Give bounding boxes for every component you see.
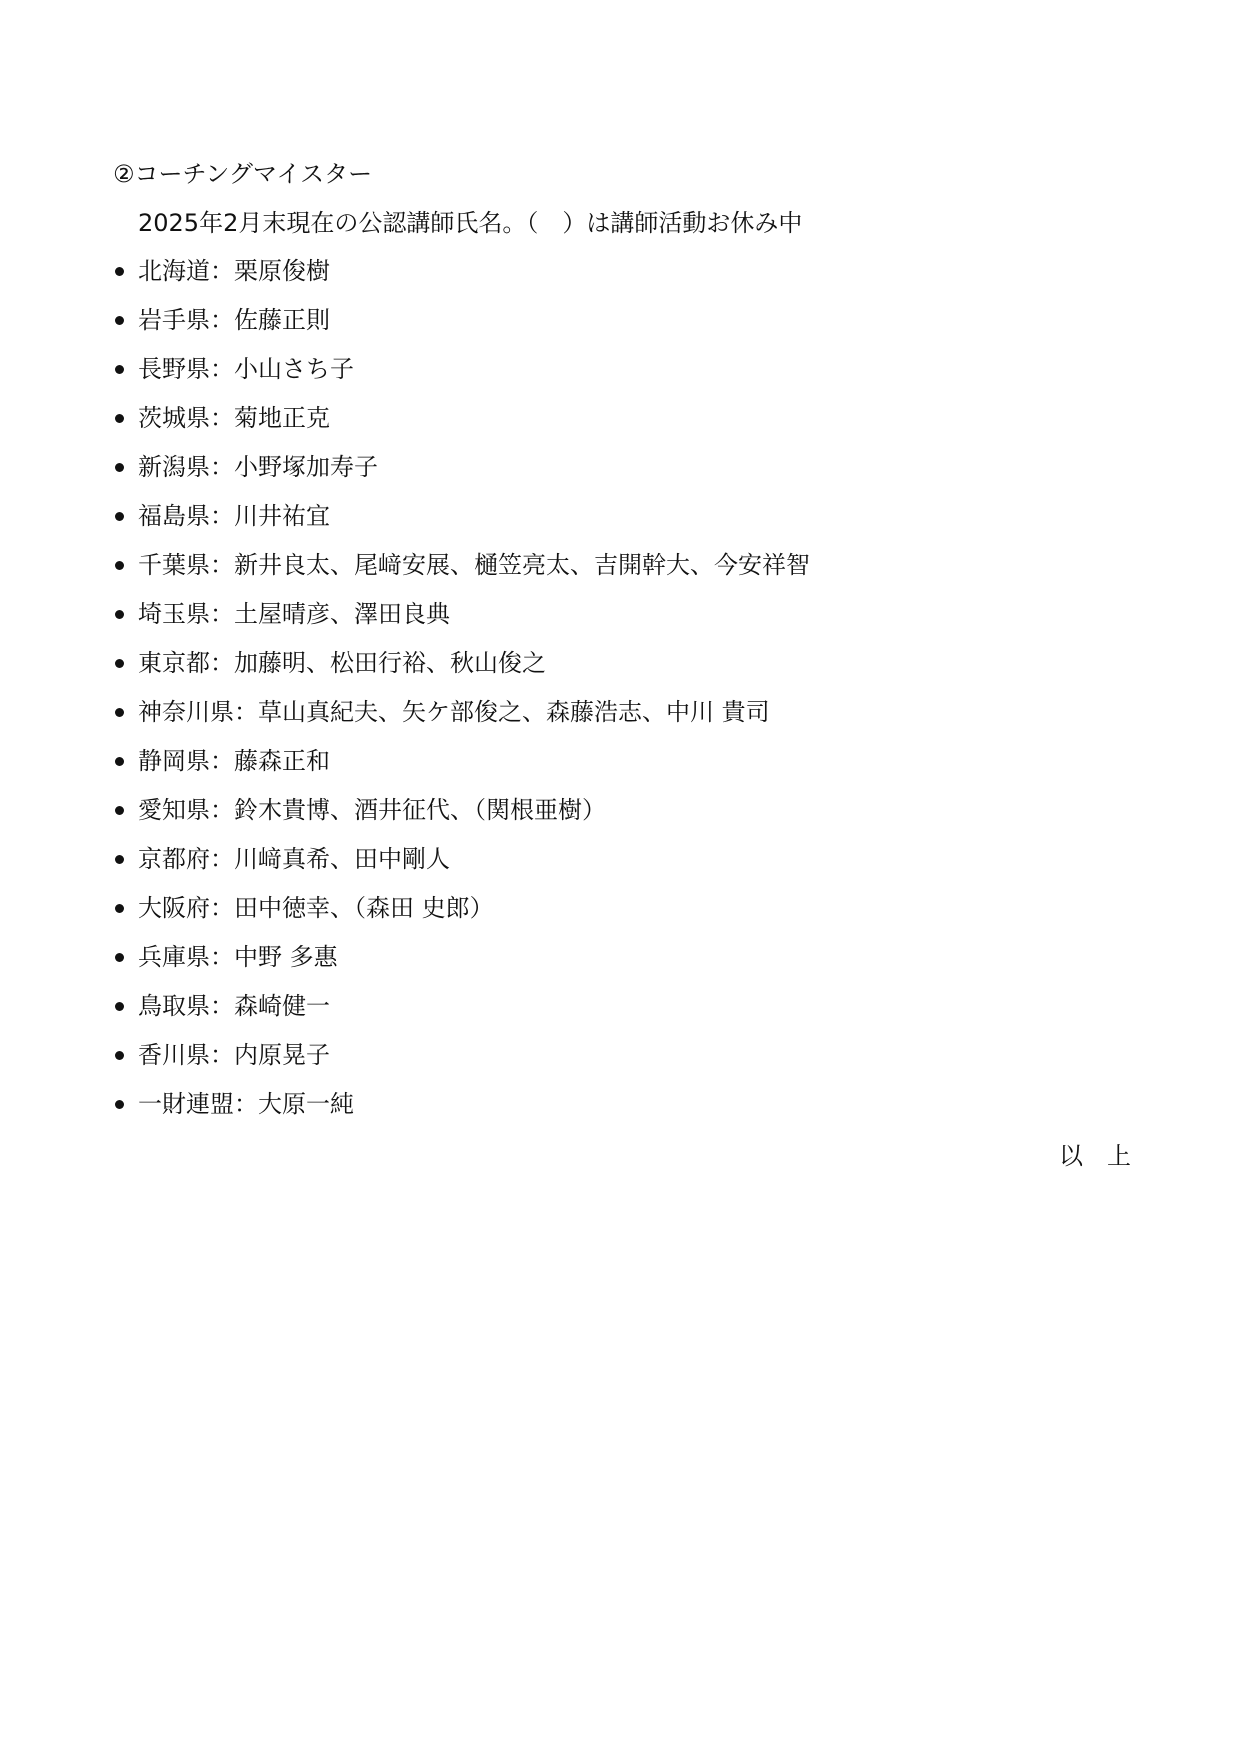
list-item-text: 岩手県：佐藤正則 [138, 306, 330, 334]
list-item-text: 愛知県：鈴木貴博、酒井征代、（関根亜樹） [138, 796, 606, 824]
closing-text: 以 上 [1059, 1142, 1131, 1170]
list-item-text: 鳥取県：森崎健一 [138, 992, 330, 1020]
bullet-icon [115, 708, 124, 717]
bullet-icon [115, 316, 124, 325]
bullet-icon [115, 1051, 124, 1060]
bullet-icon [115, 904, 124, 913]
bullet-icon [115, 267, 124, 276]
bullet-icon [115, 610, 124, 619]
list-item-text: 千葉県：新井良太、尾﨑安展、樋笠亮太、吉開幹大、今安祥智 [138, 551, 810, 579]
list-item-text: 静岡県：藤森正和 [138, 747, 330, 775]
list-item-text: 長野県：小山さち子 [138, 355, 354, 383]
list-item-text: 大阪府：田中徳幸、（森田 史郎） [138, 894, 494, 922]
bullet-icon [115, 659, 124, 668]
bullet-icon [115, 1002, 124, 1011]
bullet-icon [115, 561, 124, 570]
bullet-icon [115, 806, 124, 815]
bullet-icon [115, 512, 124, 521]
list-item-text: 東京都：加藤明、松田行裕、秋山俊之 [138, 649, 546, 677]
bullet-icon [115, 1100, 124, 1109]
list-item-text: 埼玉県：土屋晴彦、澤田良典 [138, 600, 450, 628]
list-item-text: 神奈川県：草山真紀夫、矢ケ部俊之、森藤浩志、中川 貴司 [138, 698, 770, 726]
bullet-icon [115, 463, 124, 472]
list-item-text: 京都府：川﨑真希、田中剛人 [138, 845, 450, 873]
section-heading: ②コーチングマイスター [113, 160, 373, 188]
bullet-icon [115, 757, 124, 766]
section-note: 2025年2月末現在の公認講師氏名。（ ）は講師活動お休み中 [138, 209, 803, 237]
list-item-text: 新潟県：小野塚加寿子 [138, 453, 378, 481]
bullet-icon [115, 365, 124, 374]
list-item-text: 北海道：栗原俊樹 [138, 257, 330, 285]
list-item-text: 一財連盟：大原一純 [138, 1090, 354, 1118]
bullet-icon [115, 855, 124, 864]
list-item-text: 香川県：内原晃子 [138, 1041, 330, 1069]
list-item-text: 兵庫県：中野 多惠 [138, 943, 338, 971]
list-item-text: 茨城県：菊地正克 [138, 404, 330, 432]
bullet-icon [115, 953, 124, 962]
list-item-text: 福島県：川井祐宜 [138, 502, 330, 530]
bullet-icon [115, 414, 124, 423]
